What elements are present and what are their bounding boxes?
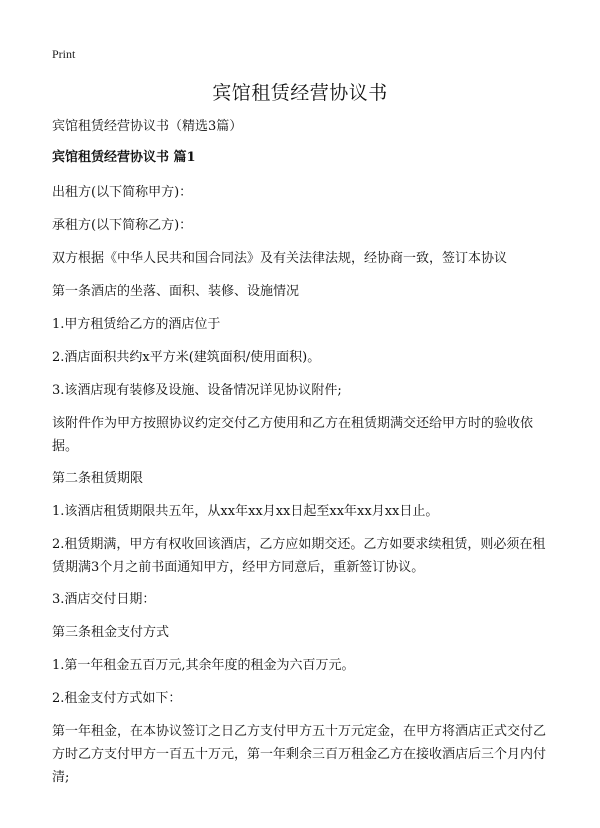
article-2-item-1: 1.该酒店租赁期限共五年，从xx年xx月xx日起至xx年xx月xx日止。 — [52, 504, 439, 519]
paragraph-basis: 双方根据《中华人民共和国合同法》及有关法律法规，经协商一致，签订本协议 — [52, 251, 508, 266]
paragraph-lessee: 承租方(以下简称乙方)： — [52, 218, 193, 233]
print-link[interactable]: Print — [52, 47, 76, 61]
article-3-heading: 第三条租金支付方式 — [52, 625, 170, 640]
article-1-item-2: 2.酒店面积共约x平方米(建筑面积/使用面积)。 — [52, 350, 321, 365]
document-title: 宾馆租赁经营协议书 — [212, 82, 388, 104]
article-1-item-1: 1.甲方租赁给乙方的酒店位于 — [52, 317, 221, 332]
article-3-item-1: 1.第一年租金五百万元,其余年度的租金为六百万元。 — [52, 658, 355, 673]
document-subtitle: 宾馆租赁经营协议书（精选3篇） — [52, 119, 243, 134]
article-3-first-year-rent: 第一年租金，在本协议签订之日乙方支付甲方五十万元定金，在甲方将酒店正式交付乙方时乙方支付甲方一百五十万元，第一年剩余三百万租金乙方在接收酒店后三个月内付清; — [52, 724, 547, 785]
article-3-item-2: 2.租金支付方式如下： — [52, 691, 182, 706]
article-1-item-3: 3.该酒店现有装修及设施、设备情况详见协议附件; — [52, 383, 342, 398]
article-1-appendix-note: 该附件作为甲方按照协议约定交付乙方使用和乙方在租赁期满交还给甲方时的验收依据。 — [52, 416, 534, 454]
article-1-heading: 第一条酒店的坐落、面积、装修、设施情况 — [52, 284, 300, 299]
paragraph-lessor: 出租方(以下简称甲方)： — [52, 185, 193, 200]
article-2-item-3: 3.酒店交付日期： — [52, 592, 156, 607]
section-heading: 宾馆租赁经营协议书 篇1 — [52, 150, 196, 165]
article-2-heading: 第二条租赁期限 — [52, 471, 144, 486]
document-body — [52, 115, 552, 798]
article-2-item-2: 2.租赁期满，甲方有权收回该酒店，乙方应如期交还。乙方如要求续租赁，则必须在租赁期满3个月之前书面通知甲方，经甲方同意后，重新签订协议。 — [52, 537, 546, 575]
